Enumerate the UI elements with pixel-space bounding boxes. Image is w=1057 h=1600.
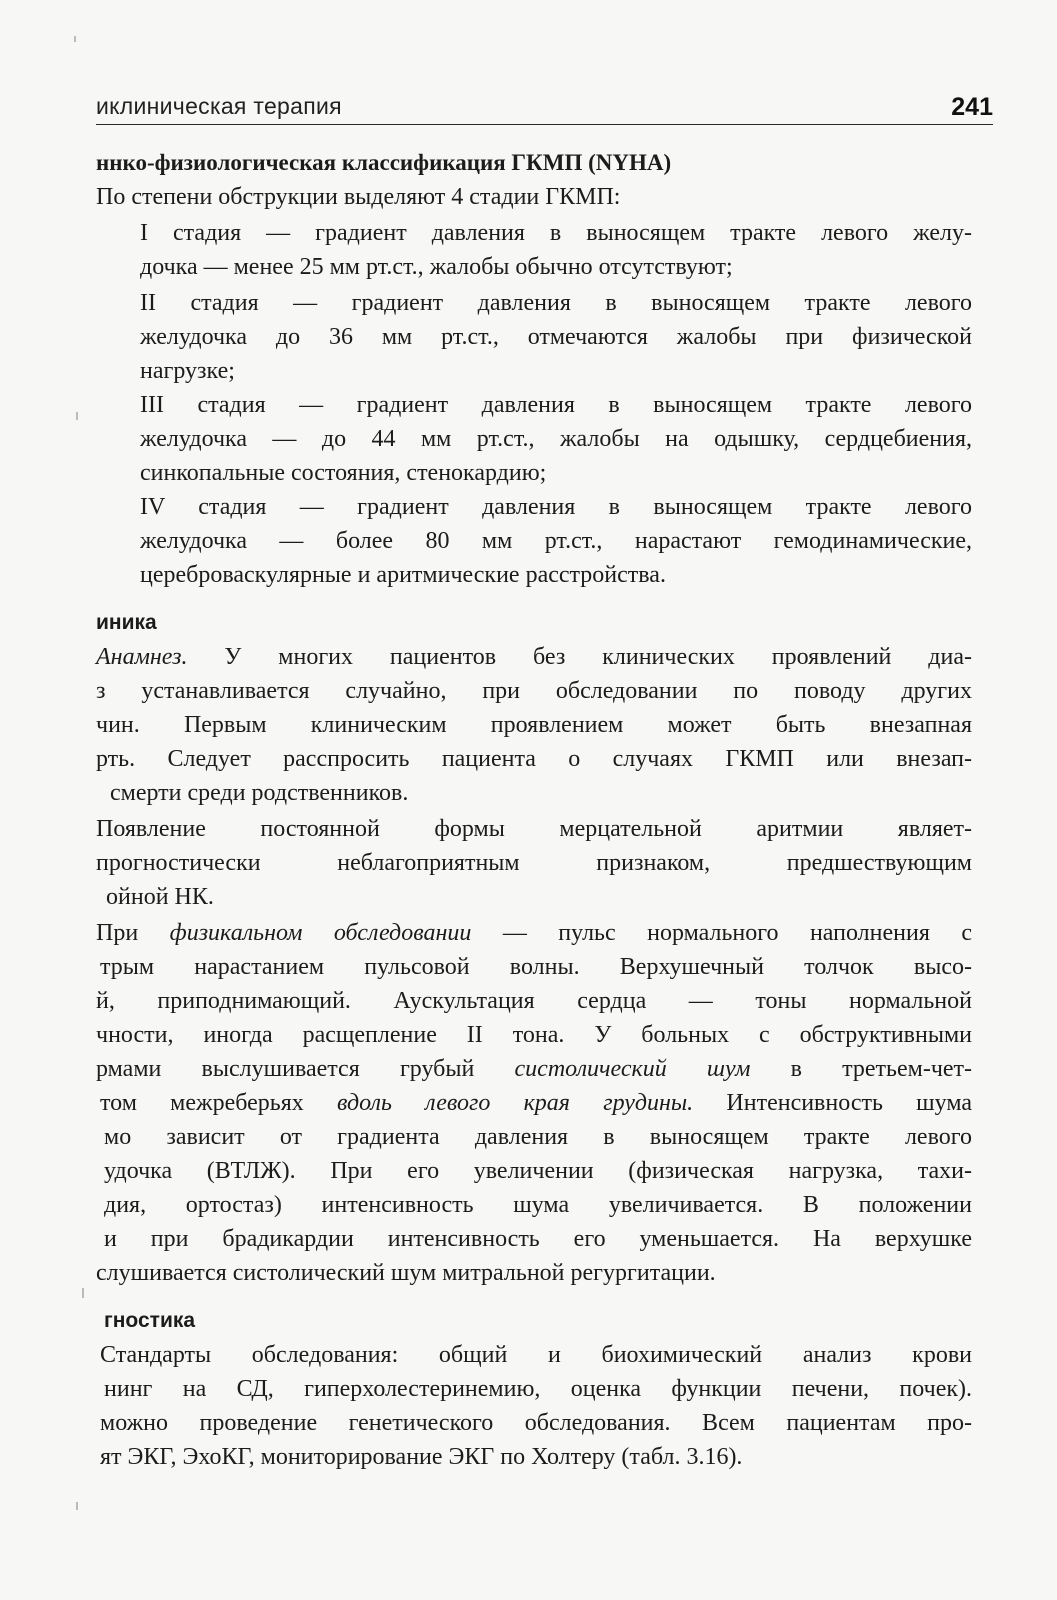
exam-line: и при брадикардии интенсивность его уменьшается. На верхушке [104, 1226, 972, 1252]
exam-text: рмами выслушивается грубый [96, 1056, 515, 1082]
diagnostics-line: Стандарты обследования: общий и биохимический анализ крови [100, 1342, 972, 1368]
exam-line: мо зависит от градиента давления в выносящем тракте левого [104, 1124, 972, 1150]
paragraph-line: прогностически неблагоприятным признаком, предшествующим [96, 850, 972, 876]
paragraph-line: з устанавливается случайно, при обследовании по поводу других [96, 678, 972, 704]
exam-line: дия, ортостаз) интенсивность шума увеличивается. В положении [104, 1192, 972, 1218]
exam-line: слушивается систолический шум митральной регургитации. [96, 1260, 716, 1286]
exam-text: в третьем-чет- [750, 1056, 973, 1082]
exam-line: удочка (ВТЛЖ). При его увеличении (физическая нагрузка, тахи- [104, 1158, 972, 1184]
anamnesis-label: Анамнез. [96, 644, 188, 670]
exam-emphasis: физикальном обследовании [169, 920, 472, 946]
exam-text: — пульс нормального наполнения с [471, 920, 972, 946]
paragraph-line: ойной НК. [106, 884, 214, 910]
scan-speck [76, 412, 78, 420]
exam-emphasis: систолический шум [514, 1056, 751, 1082]
classification-intro: По степени обструкции выделяют 4 стадии ГКМП: [96, 184, 621, 210]
running-header [96, 88, 993, 125]
stage-line: IV стадия — градиент давления в выносящем тракте левого [140, 494, 972, 520]
stage-line: цереброваскулярные и аритмические расстройства. [140, 562, 666, 588]
section-heading-clinic: иника [96, 611, 157, 634]
diagnostics-line: ят ЭКГ, ЭхоКГ, мониторирование ЭКГ по Холтеру (табл. 3.16). [100, 1444, 743, 1470]
exam-text: том межреберьях [100, 1090, 338, 1116]
exam-text: Интенсивность шума [693, 1090, 973, 1116]
exam-line: й, приподнимающий. Аускультация сердца — тоны нормальной [96, 988, 972, 1014]
page-number: 241 [951, 93, 993, 121]
stage-line: II стадия — градиент давления в выносящем тракте левого [140, 290, 972, 316]
scan-speck [74, 36, 76, 42]
exam-line [96, 916, 972, 950]
stage-line: нагрузке; [140, 358, 235, 384]
stage-line: III стадия — градиент давления в выносящем тракте левого [140, 392, 972, 418]
exam-line [96, 1052, 972, 1086]
paragraph-line: смерти среди родственников. [110, 780, 409, 806]
stage-line: желудочка — до 44 мм рт.ст., жалобы на одышку, сердцебиения, [140, 426, 972, 452]
stage-line: желудочка — более 80 мм рт.ст., нарастают гемодинамические, [140, 528, 972, 554]
paragraph-line: рть. Следует расспросить пациента о случаях ГКМП или внезап- [96, 746, 972, 772]
stage-line: дочка — менее 25 мм рт.ст., жалобы обычно отсутствуют; [140, 254, 733, 280]
section-heading-diagnostics: гностика [104, 1309, 196, 1332]
paragraph-line: чин. Первым клиническим проявлением может быть внезапная [96, 712, 972, 738]
paragraph-text: У многих пациентов без клинических проявлений диа- [187, 644, 972, 670]
section-heading-classification: ннко-физиологическая классификация ГКМП (NYHA) [96, 150, 672, 175]
scan-speck [82, 1288, 84, 1298]
exam-line: чности, иногда расщепление II тона. У больных с обструктивными [96, 1022, 972, 1048]
paragraph-line: Появление постоянной формы мерцательной аритмии являет- [96, 816, 972, 842]
exam-line: трым нарастанием пульсовой волны. Верхушечный толчок высо- [100, 954, 972, 980]
stage-line: синкопальные состояния, стенокардию; [140, 460, 547, 486]
stage-line: желудочка до 36 мм рт.ст., отмечаются жалобы при физической [140, 324, 972, 350]
diagnostics-line: нинг на СД, гиперхолестеринемию, оценка функции печени, почек). [104, 1376, 972, 1402]
scan-speck [76, 1502, 78, 1510]
exam-emphasis: вдоль левого края грудины. [337, 1090, 694, 1116]
exam-text: При [96, 920, 170, 946]
diagnostics-line: можно проведение генетического обследования. Всем пациентам про- [100, 1410, 972, 1436]
exam-line [100, 1086, 972, 1120]
paragraph-line [96, 640, 972, 674]
running-title: иклиническая терапия [96, 93, 342, 119]
stage-line: I стадия — градиент давления в выносящем тракте левого желу- [140, 220, 972, 246]
